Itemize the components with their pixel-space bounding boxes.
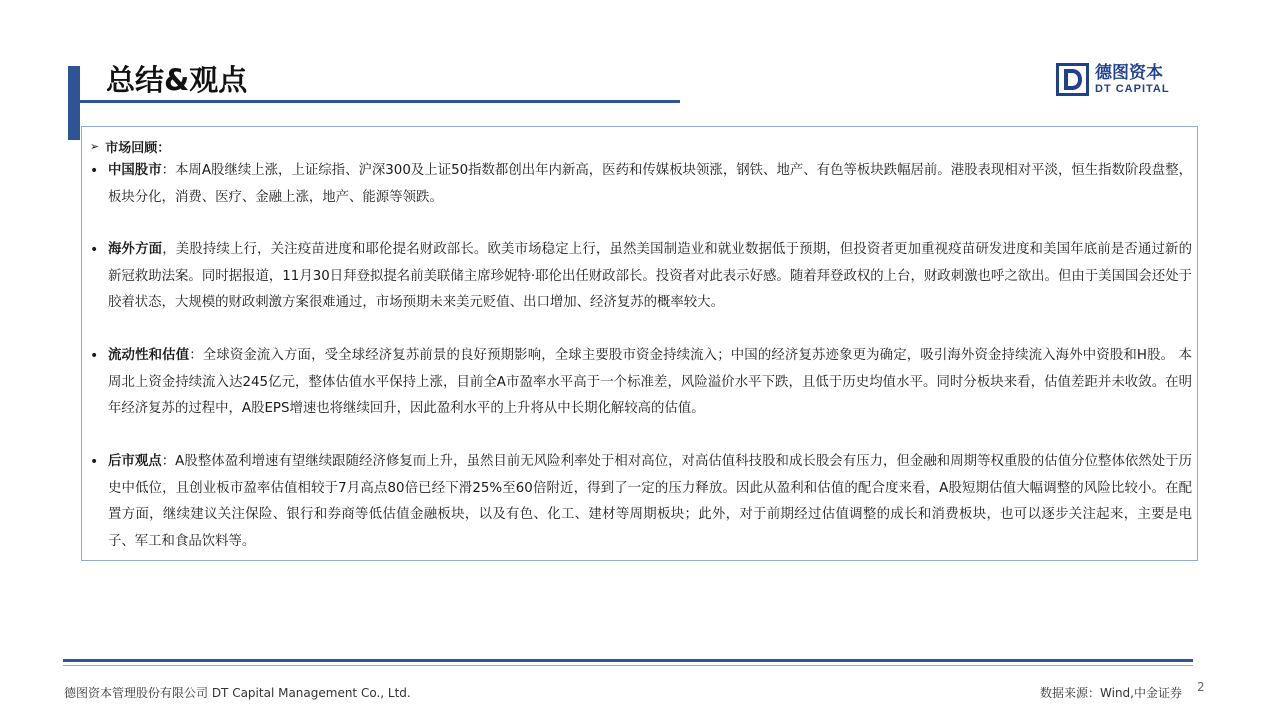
bullet-dot-icon: • — [90, 454, 99, 470]
bullet-lead: 后市观点 — [108, 454, 162, 469]
bullet-paragraph — [108, 158, 1192, 211]
bullet-dot-icon: • — [90, 348, 99, 364]
bullet-dot-icon: • — [90, 163, 99, 179]
title-underline — [68, 100, 680, 103]
bullet-text: ：全球资金流入方面，受全球经济复苏前景的良好预期影响，全球主要股市资金持续流入；中国的经济复苏迹象更为确定，吸引海外资金持续流入海外中资股和H股。 本周北上资金持续流入达245亿元，整体估值水平保持上涨，目前全A市盈率水平高于一个标准差，风险溢价水平下跌，且低于历史均值水平。同时分板块来看，估值差距并未收敛。在明年经济复苏的过程中，A股EPS增速也将继续回升，因此盈利水平的上升将从中长期化解较高的估值。 — [108, 348, 1192, 416]
bullet-paragraph — [108, 343, 1192, 423]
page-number: 2 — [1197, 680, 1205, 694]
title-accent-bar — [68, 66, 80, 140]
footer-source: 数据来源：Wind,中金证券 — [1040, 686, 1182, 700]
bullet-lead: 中国股市 — [108, 163, 162, 178]
footer-divider-thin — [63, 665, 1193, 666]
bullet-liquidity-valuation — [90, 343, 1192, 423]
bullet-dot-icon: • — [90, 242, 99, 258]
arrow-bullet-icon: ➢ — [90, 140, 100, 153]
bullet-paragraph — [108, 449, 1192, 555]
section-heading-label: 市场回顾： — [105, 141, 171, 156]
bullet-outlook — [90, 449, 1192, 555]
footer-company: 德图资本管理股份有限公司 DT Capital Management Co., Ltd. — [64, 686, 411, 700]
bullet-text: ：本周A股继续上涨，上证综指、沪深300及上证50指数都创出年内新高，医药和传媒板块领涨，钢铁、地产、有色等板块跌幅居前。港股表现相对平淡，恒生指数阶段盘整，板块分化，消费、医疗、金融上涨，地产、能源等领跌。 — [108, 163, 1192, 205]
logo-english-name: DT CAPITAL — [1095, 82, 1170, 95]
bullet-text: ，美股持续上行，关注疫苗进度和耶伦提名财政部长。欧美市场稳定上行，虽然美国制造业和就业数据低于预期，但投资者更加重视疫苗研发进度和美国年底前是否通过新的新冠救助法案。同时据报道，11月30日拜登拟提名前美联储主席珍妮特·耶伦出任财政部长。投资者对此表示好感。随着拜登政权的上台，财政刺激也呼之欲出。但由于美国国会还处于胶着状态，大规模的财政刺激方案很难通过，市场预期未来美元贬值、出口增加、经济复苏的概率较大。 — [108, 242, 1193, 310]
page-title: 总结&观点 — [106, 63, 248, 97]
bullet-lead: 流动性和估值 — [108, 348, 190, 363]
bullet-paragraph — [108, 237, 1192, 317]
bullet-lead: 海外方面 — [108, 242, 163, 257]
bullet-overseas — [90, 237, 1192, 317]
footer-divider — [63, 659, 1193, 662]
section-heading — [90, 137, 170, 156]
logo-chinese-name: 德图资本 — [1095, 62, 1163, 83]
bullet-text: ：A股整体盈利增速有望继续跟随经济修复而上升，虽然目前无风险利率处于相对高位，对高估值科技股和成长股会有压力，但金融和周期等权重股的估值分位整体依然处于历史中低位，且创业板市盈率估值相较于7月高点80倍已经下滑25%至60倍附近，得到了一定的压力释放。因此从盈利和估值的配合度来看，A股短期估值大幅调整的风险比较小。在配置方面，继续建议关注保险、银行和券商等低估值金融板块，以及有色、化工、建材等周期板块；此外，对于前期经过估值调整的成长和消费板块，也可以逐步关注起来，主要是电子、军工和食品饮料等。 — [108, 454, 1193, 549]
bullet-china-stocks — [90, 158, 1192, 211]
dt-logo-icon — [1056, 63, 1089, 96]
dt-capital-logo — [1056, 62, 1170, 96]
